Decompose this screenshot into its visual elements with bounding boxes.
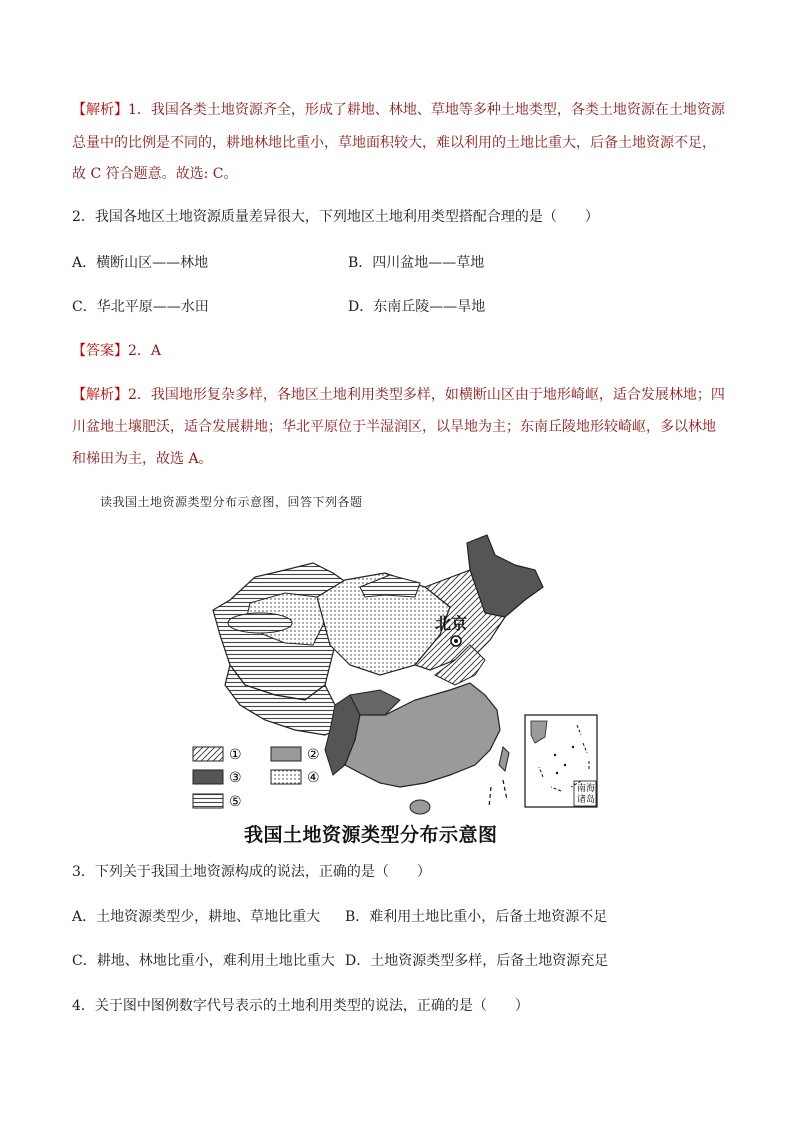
legend-swatch-2	[271, 747, 301, 761]
legend-label-1: ①	[229, 747, 242, 763]
q3-option-c: C．耕地、林地比重小，难利用土地比重大	[72, 953, 335, 969]
analysis-tag: 【解析】	[72, 102, 128, 118]
legend-label-2: ②	[307, 747, 320, 763]
analysis-text: 1．我国各类土地资源齐全，形成了耕地、林地、草地等多种土地类型，各类土地资源在土地资源	[128, 102, 725, 118]
q2-option-d: D．东南丘陵——旱地	[348, 299, 486, 315]
inset-island	[554, 754, 556, 756]
analysis-2-line-2: 川盆地土壤肥沃，适合发展耕地；华北平原位于半湿润区，以旱地为主；东南丘陵地形较崎岖，多以林地	[72, 419, 716, 435]
region-tarim	[228, 613, 292, 633]
map-caption: 我国土地资源类型分布示意图	[244, 824, 498, 846]
legend-swatch-1	[193, 747, 223, 761]
legend-label-5: ⑤	[229, 794, 242, 810]
sea-boundary	[489, 780, 507, 807]
q2-option-b: B．四川盆地——草地	[348, 255, 485, 271]
legend-swatch-4	[271, 770, 301, 784]
q3-option-b: B．难利用土地比重小，后备土地资源不足	[345, 909, 608, 925]
q3-option-d: D．土地资源类型多样，后备土地资源充足	[345, 953, 609, 969]
answer-text: 2．A	[128, 343, 162, 359]
analysis-text: 2．我国地形复杂多样，各地区土地利用类型多样，如横断山区由于地形崎岖，适合发展林地；四	[128, 387, 725, 403]
beijing-label: 北京	[435, 614, 468, 633]
question-2-stem: 2．我国各地区土地资源质量差异很大，下列地区土地利用类型搭配合理的是（ ）	[72, 209, 599, 225]
answer-2	[72, 341, 161, 361]
analysis-tag: 【解析】	[72, 387, 128, 403]
answer-tag: 【答案】	[72, 343, 128, 359]
inset-island	[564, 764, 566, 766]
china-land-resources-map	[185, 525, 605, 820]
inset-label-2: 诸岛	[577, 795, 596, 805]
beijing-marker-dot-icon	[454, 639, 458, 643]
analysis-2-line-3: 和梯田为主，故选 A。	[72, 451, 213, 467]
region-hainan	[410, 800, 430, 814]
analysis-1-line-3: 故 C 符合题意。故选: C。	[72, 166, 238, 182]
question-4-stem: 4．关于图中图例数字代号表示的土地利用类型的说法，正确的是（ ）	[72, 998, 529, 1014]
q2-option-a: A．横断山区——林地	[72, 255, 209, 271]
legend-swatch-5	[193, 794, 223, 808]
question-3-stem: 3．下列关于我国土地资源构成的说法，正确的是（ ）	[72, 864, 431, 880]
inset-label-1: 南海	[577, 784, 596, 794]
region-taiwan	[499, 747, 509, 771]
map-instruction: 读我国土地资源类型分布示意图，回答下列各题	[100, 495, 363, 509]
legend-swatch-3	[193, 770, 223, 784]
q3-option-a: A．土地资源类型少，耕地、草地比重大	[72, 909, 321, 925]
analysis-1-line-2: 总量中的比例是不同的，耕地林地比重小，草地面积较大，难以利用的土地比重大，后备土地资源不足，	[72, 135, 716, 151]
analysis-2-line-1	[72, 385, 725, 405]
legend-label-3: ③	[229, 770, 242, 786]
q2-option-c: C．华北平原——水田	[72, 299, 209, 315]
inset-island	[556, 772, 558, 774]
legend-label-4: ④	[307, 770, 320, 786]
inset-island	[572, 746, 574, 748]
analysis-1-line-1	[72, 100, 725, 120]
